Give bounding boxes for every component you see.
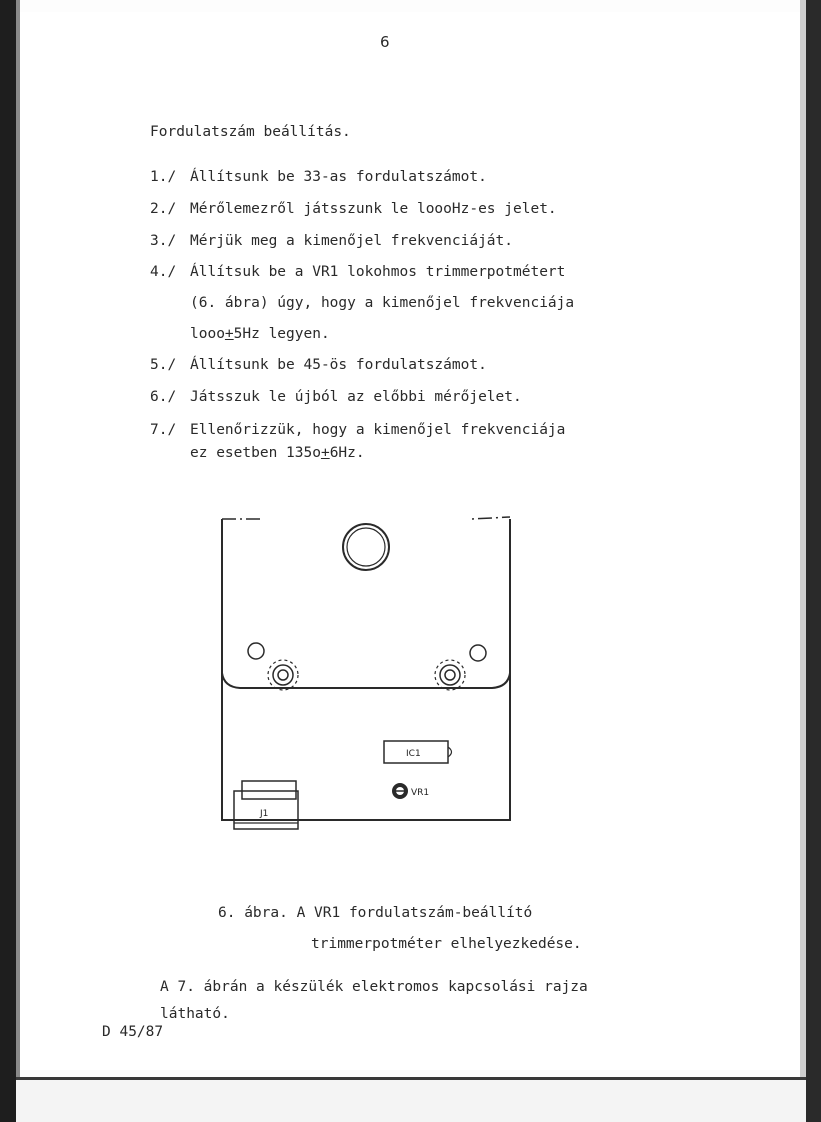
step-6-text: Játsszuk le újból az előbbi mérőjelet. (190, 389, 522, 405)
upper-panel-edge (222, 673, 510, 688)
screw-right-core (445, 670, 455, 680)
document-reference: D 45/87 (102, 1024, 164, 1040)
step-7-text-line1: Ellenőrizzük, hogy a kimenőjel frekvenciája (190, 422, 566, 438)
step-3-text: Mérjük meg a kimenőjel frekvenciáját. (190, 233, 514, 249)
step-4-value-tail: 5Hz legyen. (233, 326, 330, 342)
scan-left-shadow (16, 0, 20, 1122)
step-7-text-line2 (190, 443, 365, 463)
screw-left-mid (273, 665, 293, 685)
step-2-text: Mérőlemezről játsszunk le loooHz-es jelet. (190, 201, 557, 217)
j1-label: J1 (260, 809, 269, 819)
step-4-text-line2: (6. ábra) úgy, hogy a kimenőjel frekvenciája (190, 295, 575, 311)
step-4-number: 4./ (150, 264, 177, 280)
step-7-value: ez esetben 135o (190, 445, 321, 461)
step-3-number: 3./ (150, 233, 177, 249)
spindle-hole-inner (347, 528, 385, 566)
ic1-label: IC1 (406, 749, 421, 759)
step-1-number: 1./ (150, 169, 177, 185)
step-4-text-line1: Állítsuk be a VR1 lokohmos trimmerpotmétert (190, 264, 566, 280)
step-7-number: 7./ (150, 422, 177, 438)
plus-minus-sign: + (224, 326, 234, 342)
step-4-text-line3 (190, 324, 330, 344)
step-6-number: 6./ (150, 389, 177, 405)
mount-hole-left (248, 643, 264, 659)
scan-left-edge (0, 0, 16, 1122)
figure-caption-line1: 6. ábra. A VR1 fordulatszám-beállító (218, 905, 533, 921)
vr1-label: VR1 (411, 788, 430, 798)
step-5-number: 5./ (150, 357, 177, 373)
board-drawing (210, 505, 520, 845)
figure-caption-line2: trimmerpotméter elhelyezkedése. (311, 936, 582, 952)
plus-minus-sign: + (320, 445, 330, 461)
step-5-text: Állítsunk be 45-ös fordulatszámot. (190, 357, 487, 373)
board-top-right-edge (472, 517, 510, 519)
mount-hole-right (470, 645, 486, 661)
scan-right-edge (806, 0, 821, 1122)
spindle-hole (343, 524, 389, 570)
figure-board-diagram (210, 505, 520, 845)
closing-paragraph-line2: látható. (160, 1006, 230, 1022)
section-title: Fordulatszám beállítás. (150, 124, 351, 140)
step-1-text: Állítsunk be 33-as fordulatszámot. (190, 169, 487, 185)
screw-left-core (278, 670, 288, 680)
step-4-value: looo (190, 326, 225, 342)
scan-top-margin (0, 0, 821, 12)
step-7-value-tail: 6Hz. (329, 445, 365, 461)
closing-paragraph-line1: A 7. ábrán a készülék elektromos kapcsolási rajza (160, 979, 588, 995)
page-number: 6 (380, 33, 390, 51)
j1-connector-top (242, 781, 296, 799)
scan-bottom-margin (16, 1080, 806, 1122)
screw-right-mid (440, 665, 460, 685)
step-2-number: 2./ (150, 201, 177, 217)
board-outline (222, 519, 510, 820)
